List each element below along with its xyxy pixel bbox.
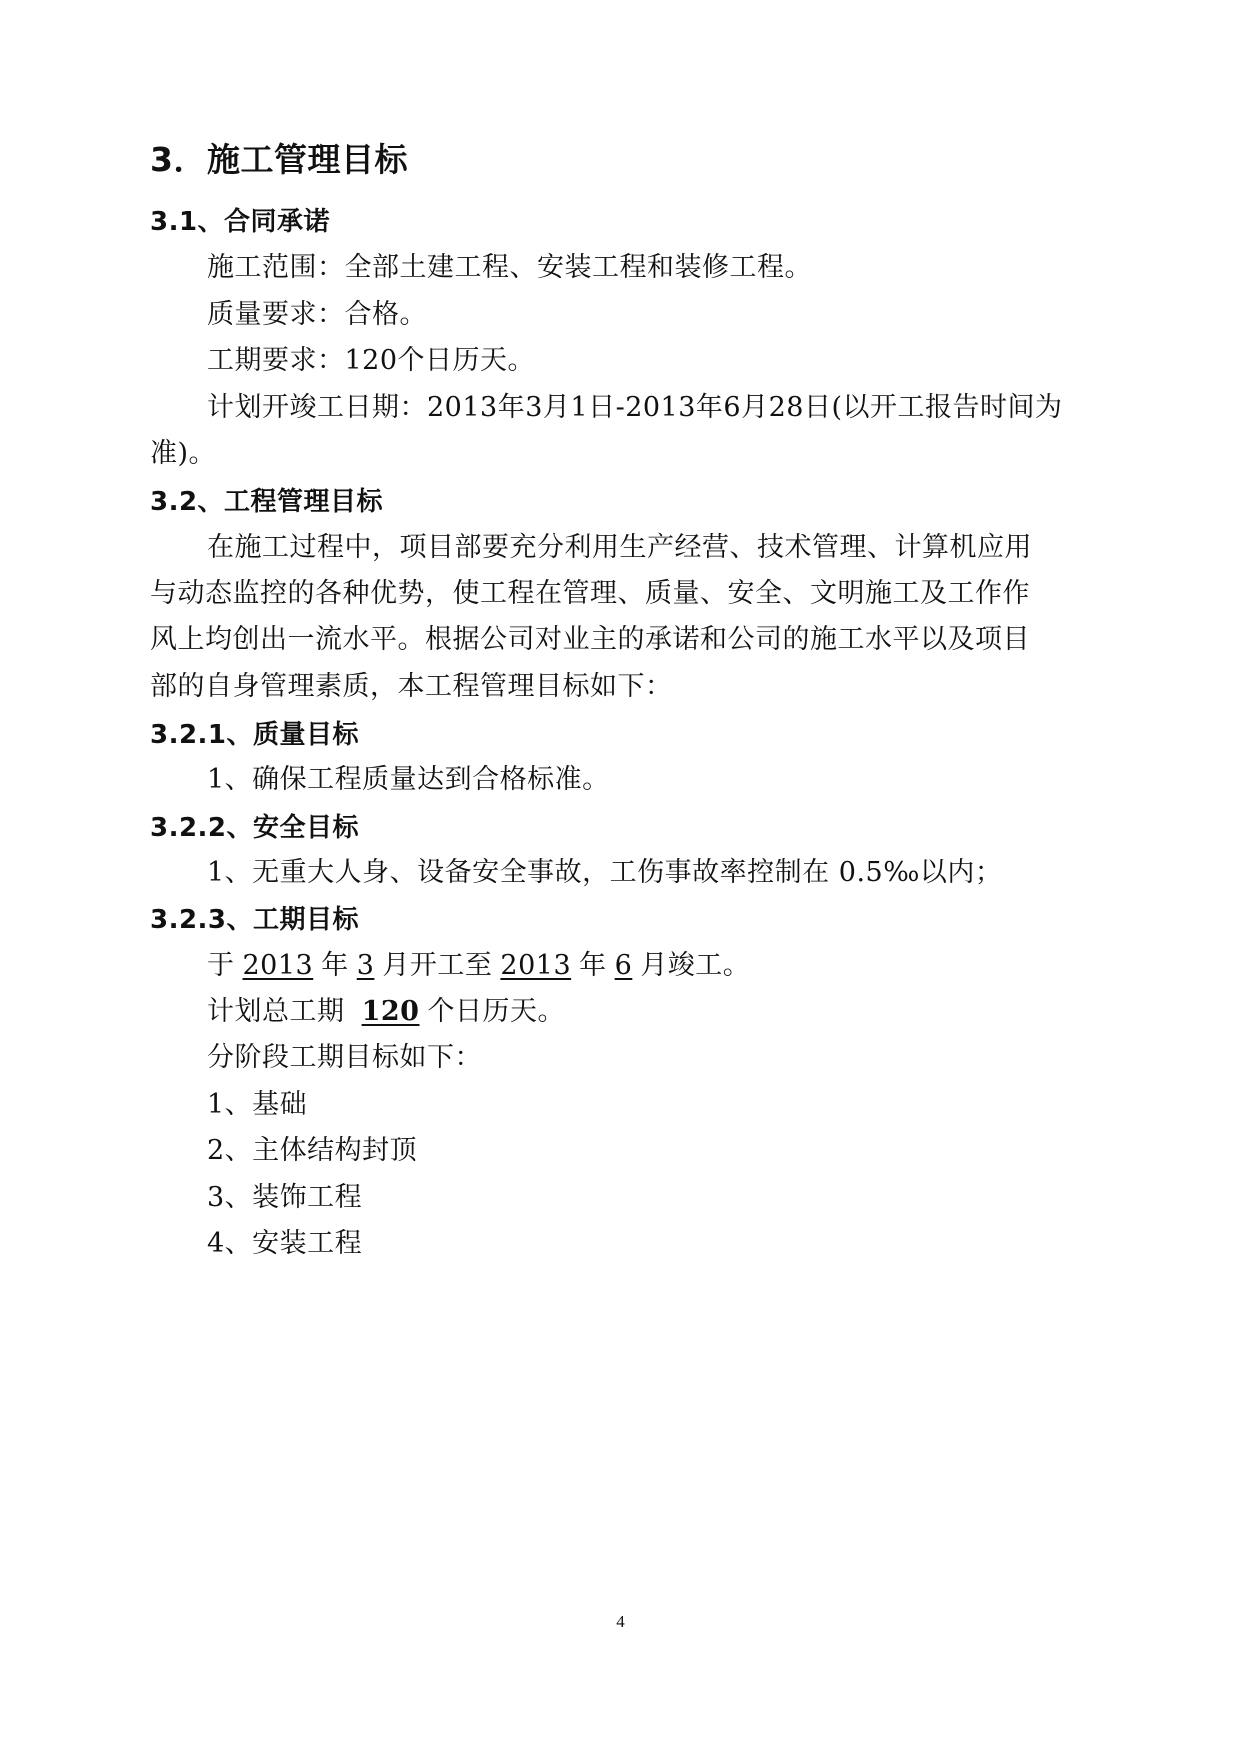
chapter-heading: 3．施工管理目标 [150,140,408,179]
paragraph-line: 在施工过程中，项目部要充分利用生产经营、技术管理、计算机应用 [207,532,1032,563]
start-prefix: 于 [207,950,235,981]
paragraph-line: 风上均创出一流水平。根据公司对业主的承诺和公司的施工水平以及项目 [150,624,1030,655]
quality-requirement-line: 质量要求：合格。 [207,299,427,330]
quality-goal-item: 1、确保工程质量达到合格标准。 [207,764,610,795]
end-month-blank: 6 [614,950,633,981]
stage-item: 2、主体结构封顶 [207,1135,418,1166]
total-prefix: 计划总工期 [207,996,345,1027]
section-3-1-heading: 3.1、合同承诺 [150,207,331,237]
end-year-word: 年 [579,950,607,981]
safety-goal-item: 1、无重大人身、设备安全事故，工伤事故率控制在 0.5‰以内； [207,857,1003,888]
schedule-line-2: 准)。 [150,438,217,469]
section-3-2-1-heading: 3.2.1、质量目标 [150,720,360,750]
section-3-2-3-heading: 3.2.3、工期目标 [150,905,360,935]
start-year-blank: 2013 [242,950,314,981]
duration-requirement-line: 工期要求：120个日历天。 [207,345,536,376]
schedule-line-1: 计划开竣工日期：2013年3月1日-2013年6月28日(以开工报告时间为 [207,392,1063,423]
scope-line: 施工范围：全部土建工程、安装工程和装修工程。 [207,252,812,283]
construction-period-line [207,948,750,984]
total-suffix: 个日历天。 [427,996,565,1027]
start-suffix: 月开工至 [382,950,493,981]
start-month-blank: 3 [356,950,375,981]
section-3-2-2-heading: 3.2.2、安全目标 [150,813,360,843]
year-word: 年 [321,950,349,981]
total-period-line [207,994,565,1030]
total-days-blank: 120 [361,996,420,1027]
stage-item: 3、装饰工程 [207,1182,363,1213]
stage-item: 4、安装工程 [207,1228,363,1259]
stages-intro: 分阶段工期目标如下： [207,1042,482,1073]
end-suffix: 月竣工。 [640,950,751,981]
paragraph-line: 部的自身管理素质，本工程管理目标如下： [150,671,673,702]
paragraph-line: 与动态监控的各种优势，使工程在管理、质量、安全、文明施工及工作作 [150,578,1030,609]
stage-item: 1、基础 [207,1089,308,1120]
section-3-2-heading: 3.2、工程管理目标 [150,487,384,517]
page-number: 4 [616,1612,625,1631]
end-year-blank: 2013 [500,950,572,981]
